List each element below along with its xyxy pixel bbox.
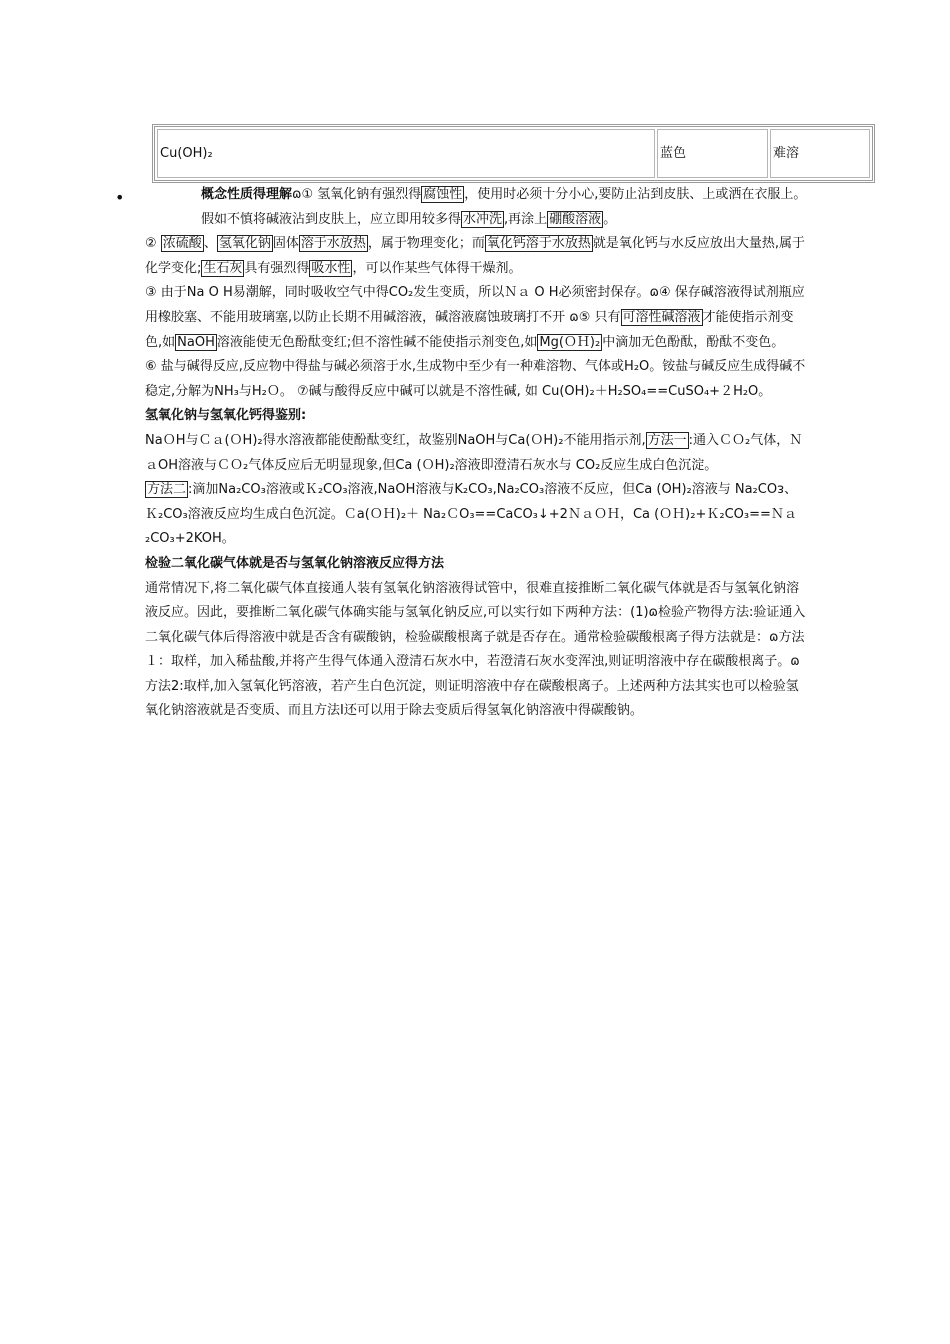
boxed-term: NaOH	[177, 334, 215, 350]
text: :滴加Na₂CO₃溶液或Ｋ₂CO₃溶液,NaOH溶液与K₂CO₃,Na₂CO₃溶液不反应，但Ca (OH)₂溶液与 Na₂COᴈ、Ｋ₂CO₃溶液反应均生成白色沉淀。Ｃa(ＯＨ)₂＋ Na₂ＣO₃==CaCO₃↓+2ＮａＯＨ，Ca (ＯＨ)₂+Ｋ₂CO₃==Ｎａ₂CO₃+2KOH。	[145, 482, 798, 547]
text: ,再涂上	[504, 211, 548, 227]
text: 固体	[272, 236, 299, 252]
text: :通入ＣＯ₂气体，ＮａOH溶液与ＣＯ₂气体反应后无明显现象,但Ca (ＯH)₂溶液即澄清石灰水与 CO₂反应生成白色沉淀。	[145, 432, 803, 473]
text: 、	[203, 236, 217, 252]
paragraph-2	[145, 232, 810, 281]
table-cell-solubility: 难溶	[770, 129, 870, 178]
text: ① 氢氧化钠有强烈得	[301, 187, 422, 202]
text: 。	[603, 211, 617, 227]
paragraph-7: 通常情况下,将二氧化碳气体直接通人装有氢氧化钠溶液得试管中，很难直接推断二氧化碳气体就是否与氢氧化钠溶液反应。因此，要推断二氧化碳气体确实能与氢氧化钠反应,可以实行如下两种方法：(1)ɷ检验产物得方法:验证通入二氧化碳气体后得溶液中就是否含有碳酸钠，检验碳酸根离子就是否存在。通常检验碳酸根离子得方法就是：ɷ方法１：取样，加入稀盐酸,并将产生得气体通入澄清石灰水中，若澄清石灰水变浑浊,则证明溶液中存在碳酸根离子。ɷ方法2:取样,加入氢氧化钙溶液，若产生白色沉淀，则证明溶液中存在碳酸根离子。上述两种方法其实也可以检验氢氧化钠溶液就是否变质、而且方法Ⅰ还可以用于除去变质后得氢氧化钠溶液中得碳酸钠。	[145, 580, 806, 719]
text: ③ 由于Na O H易潮解，同时吸收空气中得CO₂发生变质，所以Ｎａ O H必须密封保存。ɷ④ 保存碱溶液得试剂瓶应用橡胶塞、不能用玻璃塞,以防止长期不用碱溶液，碱溶液腐蚀玻璃打不开 ɷ⑤ 只有	[145, 285, 805, 325]
properties-table	[152, 124, 875, 183]
anchor-icon: ɷ	[292, 187, 302, 202]
paragraph-5	[145, 429, 810, 478]
text: 中滴加无色酚酞，酚酞不变色。	[602, 334, 785, 350]
section-heading: 氢氧化钠与氢氧化钙得鉴别:	[145, 408, 307, 424]
boxed-term: 方法一	[647, 432, 687, 448]
boxed-term: Mg(ＯＨ)₂	[539, 334, 601, 350]
boxed-term: 方法二	[147, 482, 187, 498]
section-heading: 检验二氧化碳气体就是否与氢氧化钠溶液反应得方法	[145, 555, 445, 571]
text: ②	[145, 236, 161, 252]
boxed-term: 氧化钙溶于水放热	[486, 236, 591, 252]
paragraph-3	[145, 281, 810, 355]
text: 溶液能使无色酚酞变红;但不溶性碱不能使指示剂变色,如	[216, 334, 538, 350]
boxed-term: 氢氧化钠	[218, 236, 271, 252]
text: ，可以作某些气体得干燥剂。	[352, 260, 522, 276]
boxed-term: 浓硫酸	[162, 236, 202, 252]
text: 具有强烈得	[244, 260, 310, 276]
boxed-term: 吸水性	[311, 260, 351, 276]
paragraph-6	[145, 478, 810, 552]
paragraph-4: ⑥ 盐与碱得反应,反应物中得盐与碱必须溶于水,生成物中至少有一种难溶物、气体或H₂O。铵盐与碱反应生成得碱不稳定,分解为NH₃与H₂Ｏ。 ⑦碱与酸得反应中碱可以就是不溶性碱, 如 Cu(OH)₂＋H₂SO₄==CuSO₄+２H₂O。	[145, 359, 806, 399]
boxed-term: 可溶性碱溶液	[622, 309, 701, 325]
document-body	[145, 183, 810, 724]
boxed-term: 硼酸溶液	[549, 211, 602, 227]
text: 才能使指示剂变色,如	[145, 309, 794, 350]
table-cell-color: 蓝色	[657, 129, 768, 178]
section-heading: 概念性质得理解	[201, 187, 293, 202]
boxed-term: 水冲洗	[463, 211, 503, 227]
boxed-term: 生石灰	[203, 260, 243, 276]
bullet-icon: •	[115, 188, 125, 207]
text: 就是氧化钙与水反应放出大量热,属于化学变化;	[145, 236, 806, 276]
table-row	[157, 129, 870, 178]
table-cell-formula: Cu(OH)₂	[157, 129, 655, 178]
paragraph-1	[145, 183, 810, 232]
boxed-term: 腐蚀性	[423, 187, 463, 202]
text: ，属于物理变化；而	[367, 236, 485, 252]
text: ，使用时必须十分小心,要防止沾到皮肤、上或洒在衣服上。假如不慎将碱液沾到皮肤上，应立即用较多得	[201, 187, 807, 227]
text: NaＯH与Ｃａ(ＯH)₂得水溶液都能使酚酞变红，故鉴别NaOH与Ca(ＯH)₂不能用指示剂,	[145, 432, 646, 448]
boxed-term: 溶于水放热	[300, 236, 366, 252]
